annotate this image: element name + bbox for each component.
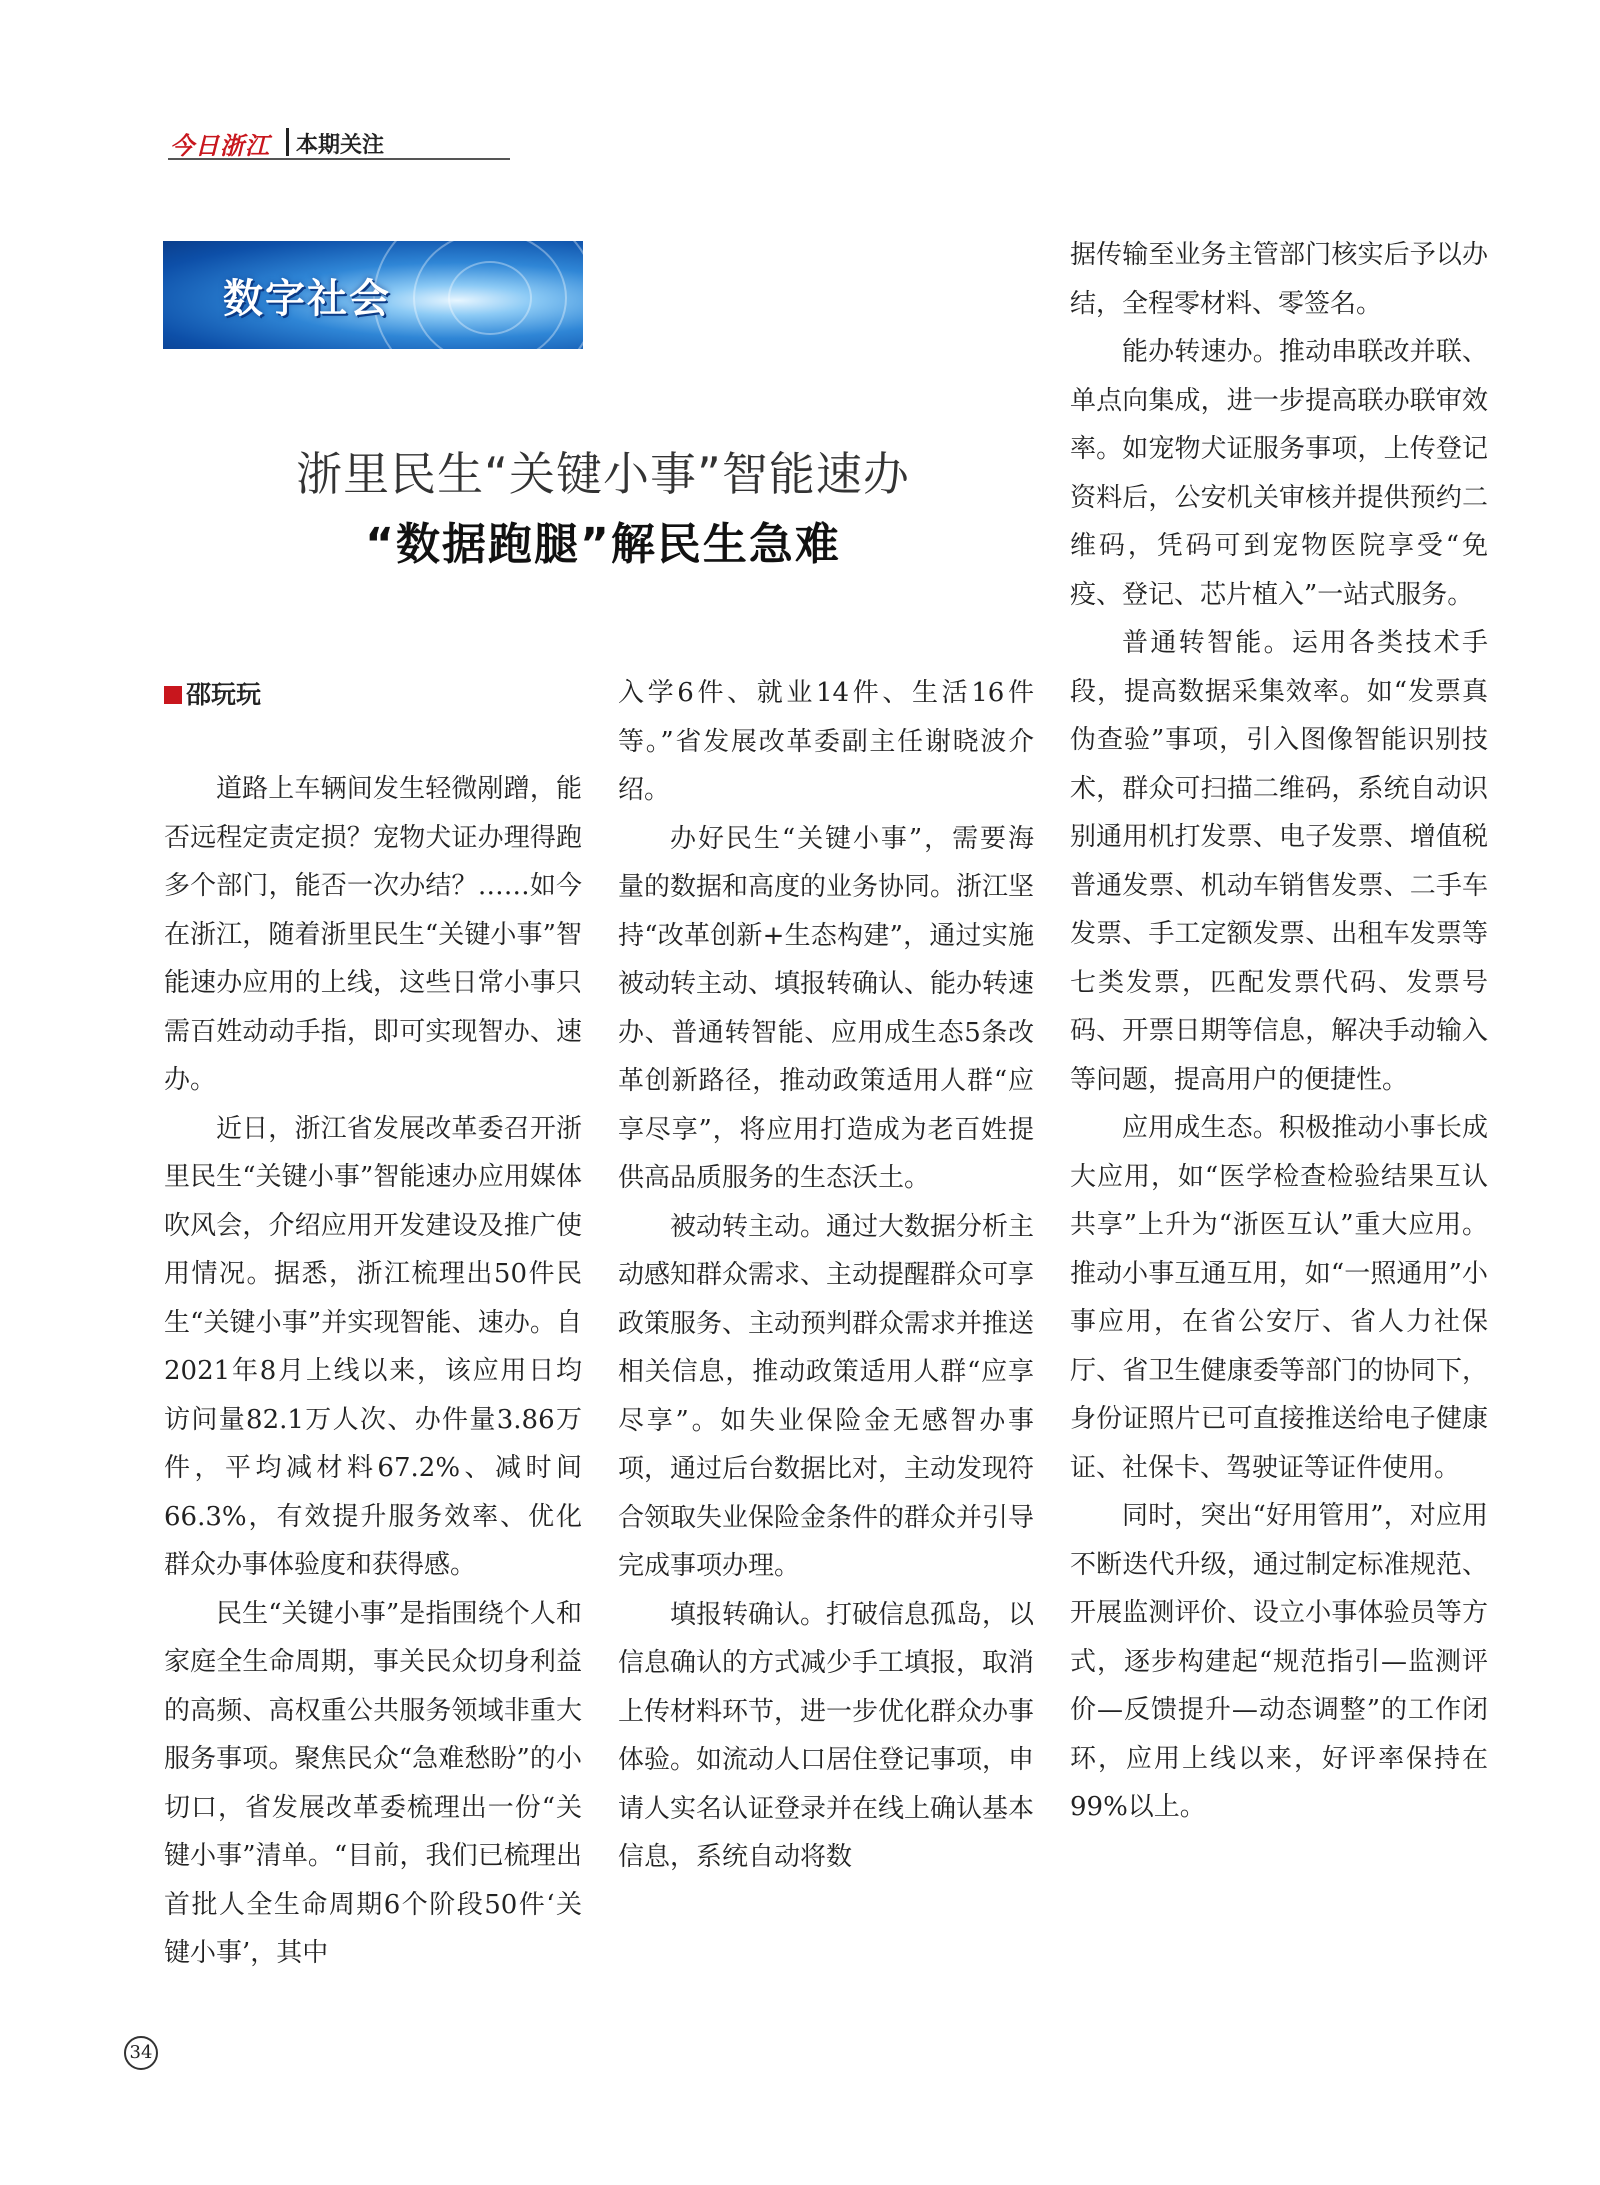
header-divider [286,128,289,156]
paragraph: 填报转确认。打破信息孤岛，以信息确认的方式减少手工填报，取消上传材料环节，进一步优化群众办事体验。如流动人口居住登记事项，申请人实名认证登录并在线上确认基本信息，系统自动将数 [618,1599,1035,1872]
page-number: 34 [124,2036,158,2070]
paragraph: 入学6件、就业14件、生活16件等。”省发展改革委副主任谢晓波介绍。 [618,678,1034,805]
paragraph: 据传输至业务主管部门核实后予以办结，全程零材料、零签名。 [1070,240,1488,319]
paragraph: 近日，浙江省发展改革委召开浙里民生“关键小事”智能速办应用媒体吹风会，介绍应用开发建设及推广使用情况。据悉，浙江梳理出50件民生“关键小事”并实现智能、速办。自2021年8月上线以来，该应用日均访问量82.1万人次、办件量3.86万件，平均减材料67.2%、减时间66.3%，有效提升服务效率、优化群众办事体验度和获得感。 [164,1113,582,1580]
paragraph: 办好民生“关键小事”，需要海量的数据和高度的业务协同。浙江坚持“改革创新+生态构建”，通过实施被动转主动、填报转确认、能办转速办、普通转智能、应用成生态5条改革创新路径，推动政策适用人群“应享尽享”，将应用打造成为老百姓提供高品质服务的生态沃土。 [618,823,1035,1193]
article-title: 浙里民生“关键小事”智能速办 [296,447,910,501]
banner-decoration [448,261,532,335]
author-name: 邵玩玩 [186,680,262,709]
paragraph: 民生“关键小事”是指围绕个人和家庭全生命周期，事关民众切身利益的高频、高权重公共服务领域非重大服务事项。聚焦民众“急难愁盼”的小切口，省发展改革委梳理出一份“关键小事”清单。“目前，我们已梳理出首批人全生命周期6个阶段50件‘关键小事’，其中 [164,1598,582,1968]
text-column-3 [1070,231,1488,1832]
paragraph: 应用成生态。积极推动小事长成大应用，如“医学检查检验结果互认共享”上升为“浙医互认”重大应用。推动小事互通互用，如“一照通用”小事应用，在省公安厅、省人力社保厅、省卫生健康委等部门的协同下，身份证照片已可直接推送给电子健康证、社保卡、驾驶证等证件使用。 [1070,1113,1488,1483]
column-banner [163,241,583,349]
page-header [168,124,510,160]
banner-label: 数字社会 [223,276,391,322]
magazine-logo: 今日浙江 [170,131,270,160]
section-title: 本期关注 [296,133,385,158]
author-marker [164,686,182,704]
text-column-1 [164,765,582,1978]
text-column-2 [618,669,1034,1882]
paragraph: 同时，突出“好用管用”，对应用不断迭代升级，通过制定标准规范、开展监测评价、设立小事体验员等方式，逐步构建起“规范指引—监测评价—反馈提升—动态调整”的工作闭环，应用上线以来，好评率保持在99%以上。 [1070,1501,1488,1822]
article-subtitle: “数据跑腿”解民生急难 [365,519,841,570]
paragraph: 能办转速办。推动串联改并联、单点向集成，进一步提高联办联审效率。如宠物犬证服务事项，上传登记资料后，公安机关审核并提供预约二维码，凭码可到宠物医院享受“免疫、登记、芯片植入”一站式服务。 [1070,337,1488,610]
paragraph: 被动转主动。通过大数据分析主动感知群众需求、主动提醒群众可享政策服务、主动预判群众需求并推送相关信息，推动政策适用人群“应享尽享”。如失业保险金无感智办事项，通过后台数据比对，主动发现符合领取失业保险金条件的群众并引导完成事项办理。 [618,1211,1035,1581]
author-byline [164,675,261,711]
paragraph: 普通转智能。运用各类技术手段，提高数据采集效率。如“发票真伪查验”事项，引入图像智能识别技术，群众可扫描二维码，系统自动识别通用机打发票、电子发票、增值税普通发票、机动车销售发票、二手车发票、手工定额发票、出租车发票等七类发票，匹配发票代码、发票号码、开票日期等信息，解决手动输入等问题，提高用户的便捷性。 [1070,628,1488,1095]
paragraph: 道路上车辆间发生轻微剐蹭，能否远程定责定损？宠物犬证办理得跑多个部门，能否一次办结？……如今在浙江，随着浙里民生“关键小事”智能速办应用的上线，这些日常小事只需百姓动动手指，即可实现智办、速办。 [164,774,582,1095]
